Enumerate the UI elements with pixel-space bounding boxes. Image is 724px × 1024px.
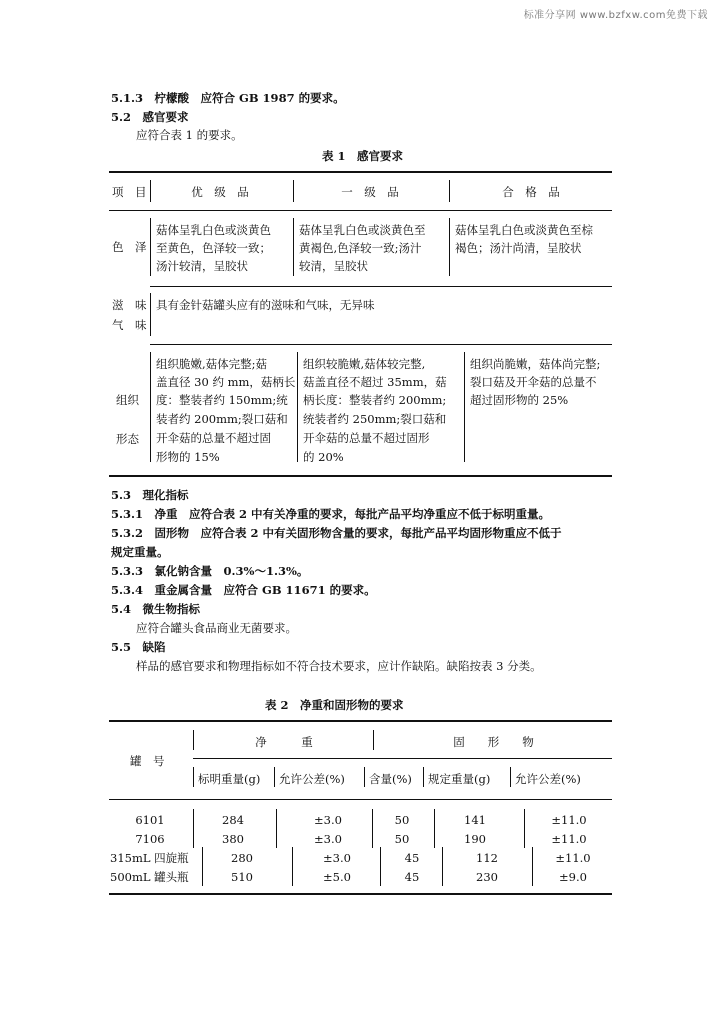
table2-mid-rule [193, 758, 612, 759]
table2-cell-tolerance-2: ±11.0 [551, 813, 587, 827]
table2-cell-content: 45 [404, 870, 420, 884]
table1-texture-qualified-1: 组织尚脆嫩，菇体尚完整; [470, 357, 601, 371]
clause-5-4-heading: 5.4 微生物指标 [111, 602, 201, 616]
table2-header-rule [109, 799, 612, 800]
table2-sub-labeled-weight: 标明重量(g) [198, 772, 261, 786]
t2-row-sep [292, 866, 293, 886]
table1-color-qualified-1: 菇体呈乳白色或淡黄色至棕 [455, 223, 593, 237]
t1-texture-sep [297, 352, 298, 462]
table1-top-rule [109, 171, 612, 173]
table2-cell-labeled-weight: 280 [231, 851, 253, 865]
table1-header-qualified: 合 格 品 [502, 185, 560, 199]
clause-5-3-3: 5.3.3 氯化钠含量 0.3%～1.3%。 [111, 564, 309, 578]
watermark: 标准分享网 www.bzfxw.com免费下载 [523, 10, 708, 21]
table2-cell-specified-weight: 190 [464, 832, 486, 846]
t2-header-sep [373, 730, 374, 750]
table1-texture-first-1: 组织较脆嫩,菇体较完整, [303, 357, 426, 371]
table2-net-weight-header: 净 重 [255, 735, 313, 749]
table2-cell-tolerance-2: ±11.0 [551, 832, 587, 846]
table2-can-no-header: 罐 号 [130, 754, 165, 768]
table1-color-first-1: 菇体呈乳白色或淡黄色至 [299, 223, 426, 237]
t2-row-sep [532, 847, 533, 867]
table1-texture-top-5: 开伞菇的总量不超过固 [156, 431, 271, 445]
t1-color-sep [449, 218, 450, 276]
table1-texture-top-2: 盖直径 30 约 mm，菇柄长 [156, 375, 296, 389]
t2-sub-sep [364, 767, 365, 787]
table1-texture-top-6: 形物的 15% [156, 450, 220, 464]
table2-cell-labeled-weight: 380 [222, 832, 244, 846]
t2-sub-sep [193, 767, 194, 787]
table1-texture-label-2: 形态 [116, 432, 139, 446]
t1-taste-sep [150, 293, 151, 336]
t2-row-sep [380, 847, 381, 867]
table1-texture-first-6: 的 20% [303, 450, 344, 464]
t2-row-sep [442, 866, 443, 886]
table2-cell-can: 7106 [135, 832, 165, 846]
clause-5-2-text: 应符合表 1 的要求。 [136, 128, 243, 142]
table2-cell-can: 6101 [135, 813, 165, 827]
table2-cell-can: 500mL 罐头瓶 [110, 870, 189, 884]
t2-header-sep [193, 730, 194, 750]
t1-texture-sep [464, 352, 465, 462]
t2-row-sep [202, 847, 203, 867]
table2-cell-content: 50 [394, 813, 410, 827]
table1-texture-qualified-2: 裂口菇及开伞菇的总量不 [470, 375, 597, 389]
table1-texture-first-2: 菇盖直径不超过 35mm，菇 [303, 375, 447, 389]
table1-texture-label-1: 组织 [116, 393, 139, 407]
t1-color-sep [293, 218, 294, 276]
t2-row-sep [202, 866, 203, 886]
table2-cell-specified-weight: 112 [476, 851, 498, 865]
table2-cell-tolerance-1: ±3.0 [314, 832, 342, 846]
t1-color-sep [150, 218, 151, 276]
table2-sub-content: 含量(%) [369, 772, 412, 786]
clause-5-5-heading: 5.5 缺陷 [111, 640, 166, 654]
t2-row-sep [380, 866, 381, 886]
table1-taste-label-2: 气 味 [112, 318, 147, 332]
table1-color-top-3: 汤汁较清，呈胶状 [156, 259, 248, 273]
table1-texture-top-3: 度：整装者约 150mm;统 [156, 393, 288, 407]
table2-cell-labeled-weight: 510 [231, 870, 253, 884]
table1-taste-label-1: 滋 味 [112, 298, 147, 312]
table2-cell-tolerance-2: ±9.0 [559, 870, 587, 884]
t2-row-sep [434, 809, 435, 829]
table1-header-item: 项 目 [112, 185, 147, 199]
table1-texture-first-5: 开伞菇的总量不超过固形 [303, 431, 430, 445]
t2-row-sep [193, 809, 194, 829]
t2-row-sep [434, 828, 435, 848]
table2-top-rule [109, 720, 612, 722]
table2-cell-tolerance-1: ±3.0 [314, 813, 342, 827]
table2-solids-header: 固 形 物 [453, 735, 534, 749]
table2-bottom-rule [109, 893, 612, 895]
t1-texture-sep [150, 352, 151, 462]
clause-5-3-1: 5.3.1 净重 应符合表 2 中有关净重的要求，每批产品平均净重应不低于标明重量。 [111, 507, 551, 521]
table2-cell-can: 315mL 四旋瓶 [110, 851, 189, 865]
table2-cell-tolerance-1: ±5.0 [323, 870, 351, 884]
table1-header-top: 优 级 品 [191, 185, 249, 199]
t2-row-sep [276, 828, 277, 848]
clause-5-3-2-cont: 规定重量。 [111, 545, 169, 559]
table1-header-first: 一 级 品 [341, 185, 399, 199]
table2-cell-tolerance-2: ±11.0 [555, 851, 591, 865]
t2-sub-sep [274, 767, 275, 787]
table2-cell-labeled-weight: 284 [222, 813, 244, 827]
t2-row-sep [524, 828, 525, 848]
table1-row-rule [150, 344, 612, 345]
t2-row-sep [193, 828, 194, 848]
table1-texture-first-3: 柄长度：整装者约 200mm; [303, 393, 447, 407]
table1-color-first-3: 较清，呈胶状 [299, 259, 368, 273]
t2-row-sep [372, 809, 373, 829]
table1-texture-top-1: 组织脆嫩,菇体完整;菇 [156, 357, 268, 371]
table1-texture-qualified-3: 超过固形物的 25% [470, 393, 569, 407]
t1-header-sep [449, 180, 450, 202]
t2-row-sep [372, 828, 373, 848]
t2-sub-sep [510, 767, 511, 787]
table2-sub-tolerance-2: 允许公差(%) [515, 772, 581, 786]
table1-color-qualified-2: 褐色；汤汁尚清，呈胶状 [455, 241, 582, 255]
clause-5-1-3: 5.1.3 柠檬酸 应符合 GB 1987 的要求。 [111, 91, 345, 105]
table1-bottom-rule [109, 475, 612, 477]
table1-texture-top-4: 装者约 200mm;裂口菇和 [156, 412, 288, 426]
t2-row-sep [442, 847, 443, 867]
table2-caption: 表 2 净重和固形物的要求 [265, 698, 404, 712]
clause-5-4-text: 应符合罐头食品商业无菌要求。 [136, 621, 297, 635]
table1-color-first-2: 黄褐色,色泽较一致;汤汁 [299, 241, 422, 255]
clause-5-3-heading: 5.3 理化指标 [111, 488, 189, 502]
t1-header-sep [293, 180, 294, 202]
table1-color-top-2: 至黄色，色泽较一致； [156, 241, 271, 255]
table2-cell-content: 50 [394, 832, 410, 846]
table2-cell-content: 45 [404, 851, 420, 865]
table2-sub-tolerance-1: 允许公差(%) [279, 772, 345, 786]
t2-sub-sep [423, 767, 424, 787]
table2-cell-tolerance-1: ±3.0 [323, 851, 351, 865]
table1-taste-text: 具有金针菇罐头应有的滋味和气味，无异味 [156, 298, 375, 312]
t2-row-sep [532, 866, 533, 886]
clause-5-5-text: 样品的感官要求和物理指标如不符合技术要求，应计作缺陷。缺陷按表 3 分类。 [136, 659, 542, 673]
t2-row-sep [524, 809, 525, 829]
table2-cell-specified-weight: 141 [464, 813, 486, 827]
table1-row-rule [150, 286, 612, 287]
t2-row-sep [276, 809, 277, 829]
table2-cell-specified-weight: 230 [476, 870, 498, 884]
t1-header-sep [150, 180, 151, 202]
table1-color-top-1: 菇体呈乳白色或淡黄色 [156, 223, 271, 237]
table1-texture-first-4: 统装者约 250mm;裂口菇和 [303, 412, 447, 426]
t2-row-sep [292, 847, 293, 867]
table2-sub-specified-weight: 规定重量(g) [428, 772, 491, 786]
clause-5-3-4: 5.3.4 重金属含量 应符合 GB 11671 的要求。 [111, 583, 376, 597]
table1-color-label: 色 泽 [112, 240, 147, 254]
table1-header-rule-inner [150, 210, 612, 211]
clause-5-2-heading: 5.2 感官要求 [111, 110, 189, 124]
clause-5-3-2: 5.3.2 固形物 应符合表 2 中有关固形物含量的要求，每批产品平均固形物重应不低于 [111, 526, 562, 540]
table1-caption: 表 1 感官要求 [322, 149, 404, 163]
